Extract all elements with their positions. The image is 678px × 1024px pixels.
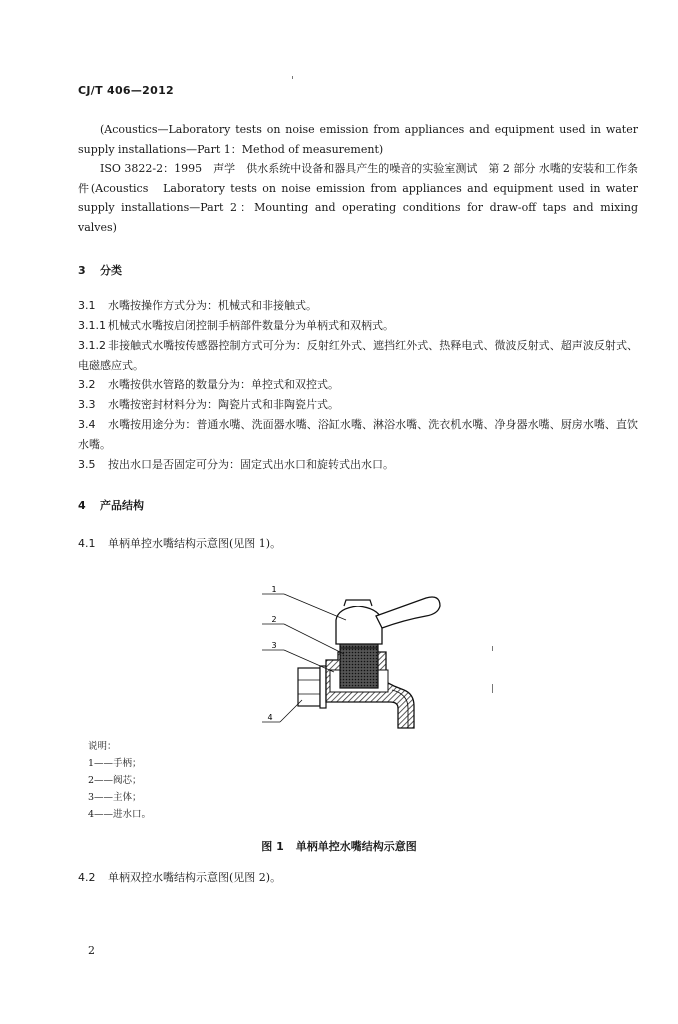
item-text: 非接触式水嘴按传感器控制方式可分为：反射红外式、遮挡红外式、热释电式、微波反射式、超声波反射式、电磁感应式。 — [78, 339, 638, 372]
item-text: 水嘴按用途分为：普通水嘴、洗面器水嘴、浴缸水嘴、淋浴水嘴、洗衣机水嘴、净身器水嘴、厨房水嘴、直饮水嘴。 — [78, 418, 638, 451]
item-text: 单柄单控水嘴结构示意图(见图 1)。 — [108, 537, 282, 550]
section-number: 4 — [78, 499, 86, 512]
scan-speck — [492, 646, 493, 651]
legend-item: 3——主体； — [88, 792, 142, 803]
item-number: 3.5 — [78, 458, 96, 471]
item-text: 机械式水嘴按启闭控制手柄部件数量分为单柄式和双柄式。 — [108, 319, 394, 332]
list-item — [78, 316, 638, 336]
list-item — [78, 375, 638, 395]
list-item — [78, 336, 638, 375]
reference-line-2: ISO 3822-2：1995 声学 供水系统中设备和器具产生的噪音的实验室测试 第 2 部分 水嘴的安装和工作条件(Acoustics Laboratory tests on noise emission from appliances and equipment used in water supply installations—Part 2：Mounting and operating conditions for draw-off taps and mixing valves) — [78, 162, 638, 234]
section-title: 分类 — [100, 264, 122, 277]
page-number: 2 — [88, 944, 95, 957]
list-item — [78, 395, 638, 415]
legend-item: 1——手柄； — [88, 758, 142, 769]
figure-legend — [88, 738, 151, 823]
cartridge-part — [340, 640, 378, 688]
caption-label: 图 1 — [261, 840, 284, 853]
item-text: 单柄双控水嘴结构示意图(见图 2)。 — [108, 871, 282, 884]
callout-1: 1 — [271, 585, 277, 594]
callout-2: 2 — [271, 615, 277, 624]
section-4-heading — [78, 497, 144, 513]
legend-item: 2——阀芯； — [88, 775, 142, 786]
list-item — [78, 534, 638, 554]
list-item — [78, 296, 638, 316]
legend-title: 说明： — [88, 741, 117, 752]
reference-line-1: (Acoustics—Laboratory tests on noise emission from appliances and equipment used in water supply installations—Part 1：Method of measurement) — [78, 123, 638, 156]
inlet-part — [298, 666, 326, 708]
legend-item: 4——进水口。 — [88, 809, 152, 820]
callout-3: 3 — [271, 641, 277, 650]
caption-text: 单柄单控水嘴结构示意图 — [295, 840, 417, 853]
item-text: 水嘴按密封材料分为：陶瓷片式和非陶瓷片式。 — [108, 398, 339, 411]
item-text: 水嘴按供水管路的数量分为：单控式和双控式。 — [108, 378, 339, 391]
section-number: 3 — [78, 264, 86, 277]
handle-part — [336, 597, 440, 644]
item-number: 3.1.1 — [78, 319, 106, 332]
list-item — [78, 415, 638, 454]
scan-speck — [292, 76, 293, 79]
list-item — [78, 455, 638, 475]
item-number: 3.4 — [78, 418, 96, 431]
item-number: 3.1 — [78, 299, 96, 312]
standard-code: CJ/T 406—2012 — [78, 84, 174, 97]
figure-1-caption — [0, 838, 678, 854]
item-number: 4.1 — [78, 537, 96, 550]
item-text: 水嘴按操作方式分为：机械式和非接触式。 — [108, 299, 317, 312]
item-number: 4.2 — [78, 871, 96, 884]
list-item — [78, 868, 638, 888]
callout-4: 4 — [267, 713, 273, 722]
scan-speck — [492, 684, 493, 693]
item-number: 3.3 — [78, 398, 96, 411]
figure-1-faucet-diagram — [258, 582, 448, 732]
section-3-heading — [78, 262, 122, 278]
section-title: 产品结构 — [100, 499, 144, 512]
item-number: 3.2 — [78, 378, 96, 391]
item-number: 3.1.2 — [78, 339, 106, 352]
item-text: 按出水口是否固定可分为：固定式出水口和旋转式出水口。 — [108, 458, 394, 471]
